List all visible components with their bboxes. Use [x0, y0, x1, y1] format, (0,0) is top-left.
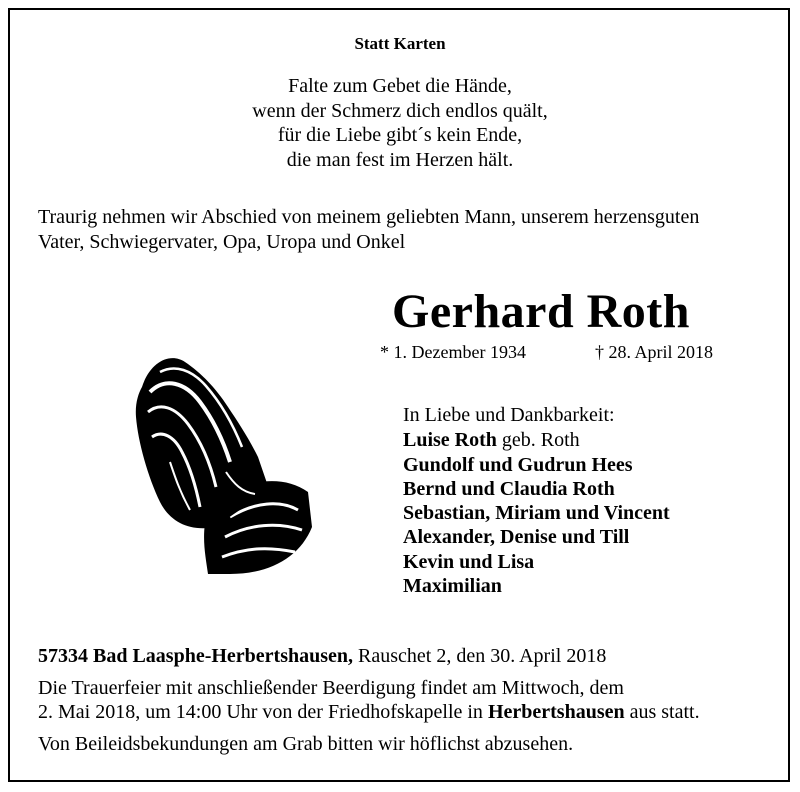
poem-line: wenn der Schmerz dich endlos quält,	[252, 99, 548, 122]
mourners-list	[403, 403, 670, 598]
mourner-line: Kevin und Lisa	[403, 550, 535, 573]
death-date: † 28. April 2018	[595, 342, 714, 362]
mourner-line: Maximilian	[403, 575, 502, 598]
mourner-line: Bernd und Claudia Roth	[403, 477, 615, 500]
intro-line: Vater, Schwiegervater, Opa, Uropa und Onkel	[38, 231, 406, 253]
service-place: Herbertshausen	[487, 701, 625, 723]
poem-line: für die Liebe gibt´s kein Ende,	[277, 124, 523, 146]
intro-text	[38, 205, 699, 255]
poem	[0, 74, 800, 172]
mourner-suffix: geb. Roth	[496, 429, 580, 452]
mourners-intro: In Liebe und Dankbarkeit:	[403, 404, 615, 426]
address-place: 57334 Bad Laasphe-Herbertshausen,	[38, 645, 354, 667]
birth-date: * 1. Dezember 1934	[380, 342, 526, 362]
intro-line: Traurig nehmen wir Abschied von meinem geliebten Mann, unserem herzensguten	[38, 206, 700, 228]
mourner-line: Sebastian, Miriam und Vincent	[403, 502, 670, 525]
mourner-name: Luise Roth	[403, 429, 497, 452]
condolence-request: Von Beileidsbekundungen am Grab bitten wir höflichst abzusehen.	[38, 733, 574, 755]
service-text: 2. Mai 2018, um 14:00 Uhr von der Friedhofskapelle in	[38, 701, 488, 723]
service-line: Die Trauerfeier mit anschließender Beerdigung findet am Mittwoch, dem	[38, 677, 624, 699]
deceased-name: Gerhard Roth	[392, 285, 690, 338]
address-detail: Rauschet 2, den 30. April 2018	[353, 645, 607, 667]
poem-line: Falte zum Gebet die Hände,	[288, 75, 512, 97]
mourner-line: Gundolf und Gudrun Hees	[403, 453, 633, 476]
service-line	[38, 700, 700, 724]
mourner-line: Alexander, Denise und Till	[403, 526, 630, 549]
service-text-end: aus statt.	[624, 701, 700, 723]
praying-hands-icon	[130, 352, 315, 577]
heading: Statt Karten	[354, 34, 446, 53]
address-line	[38, 644, 700, 668]
mourner-line	[403, 428, 670, 452]
footer	[38, 644, 700, 756]
poem-line: die man fest im Herzen hält.	[286, 148, 514, 171]
